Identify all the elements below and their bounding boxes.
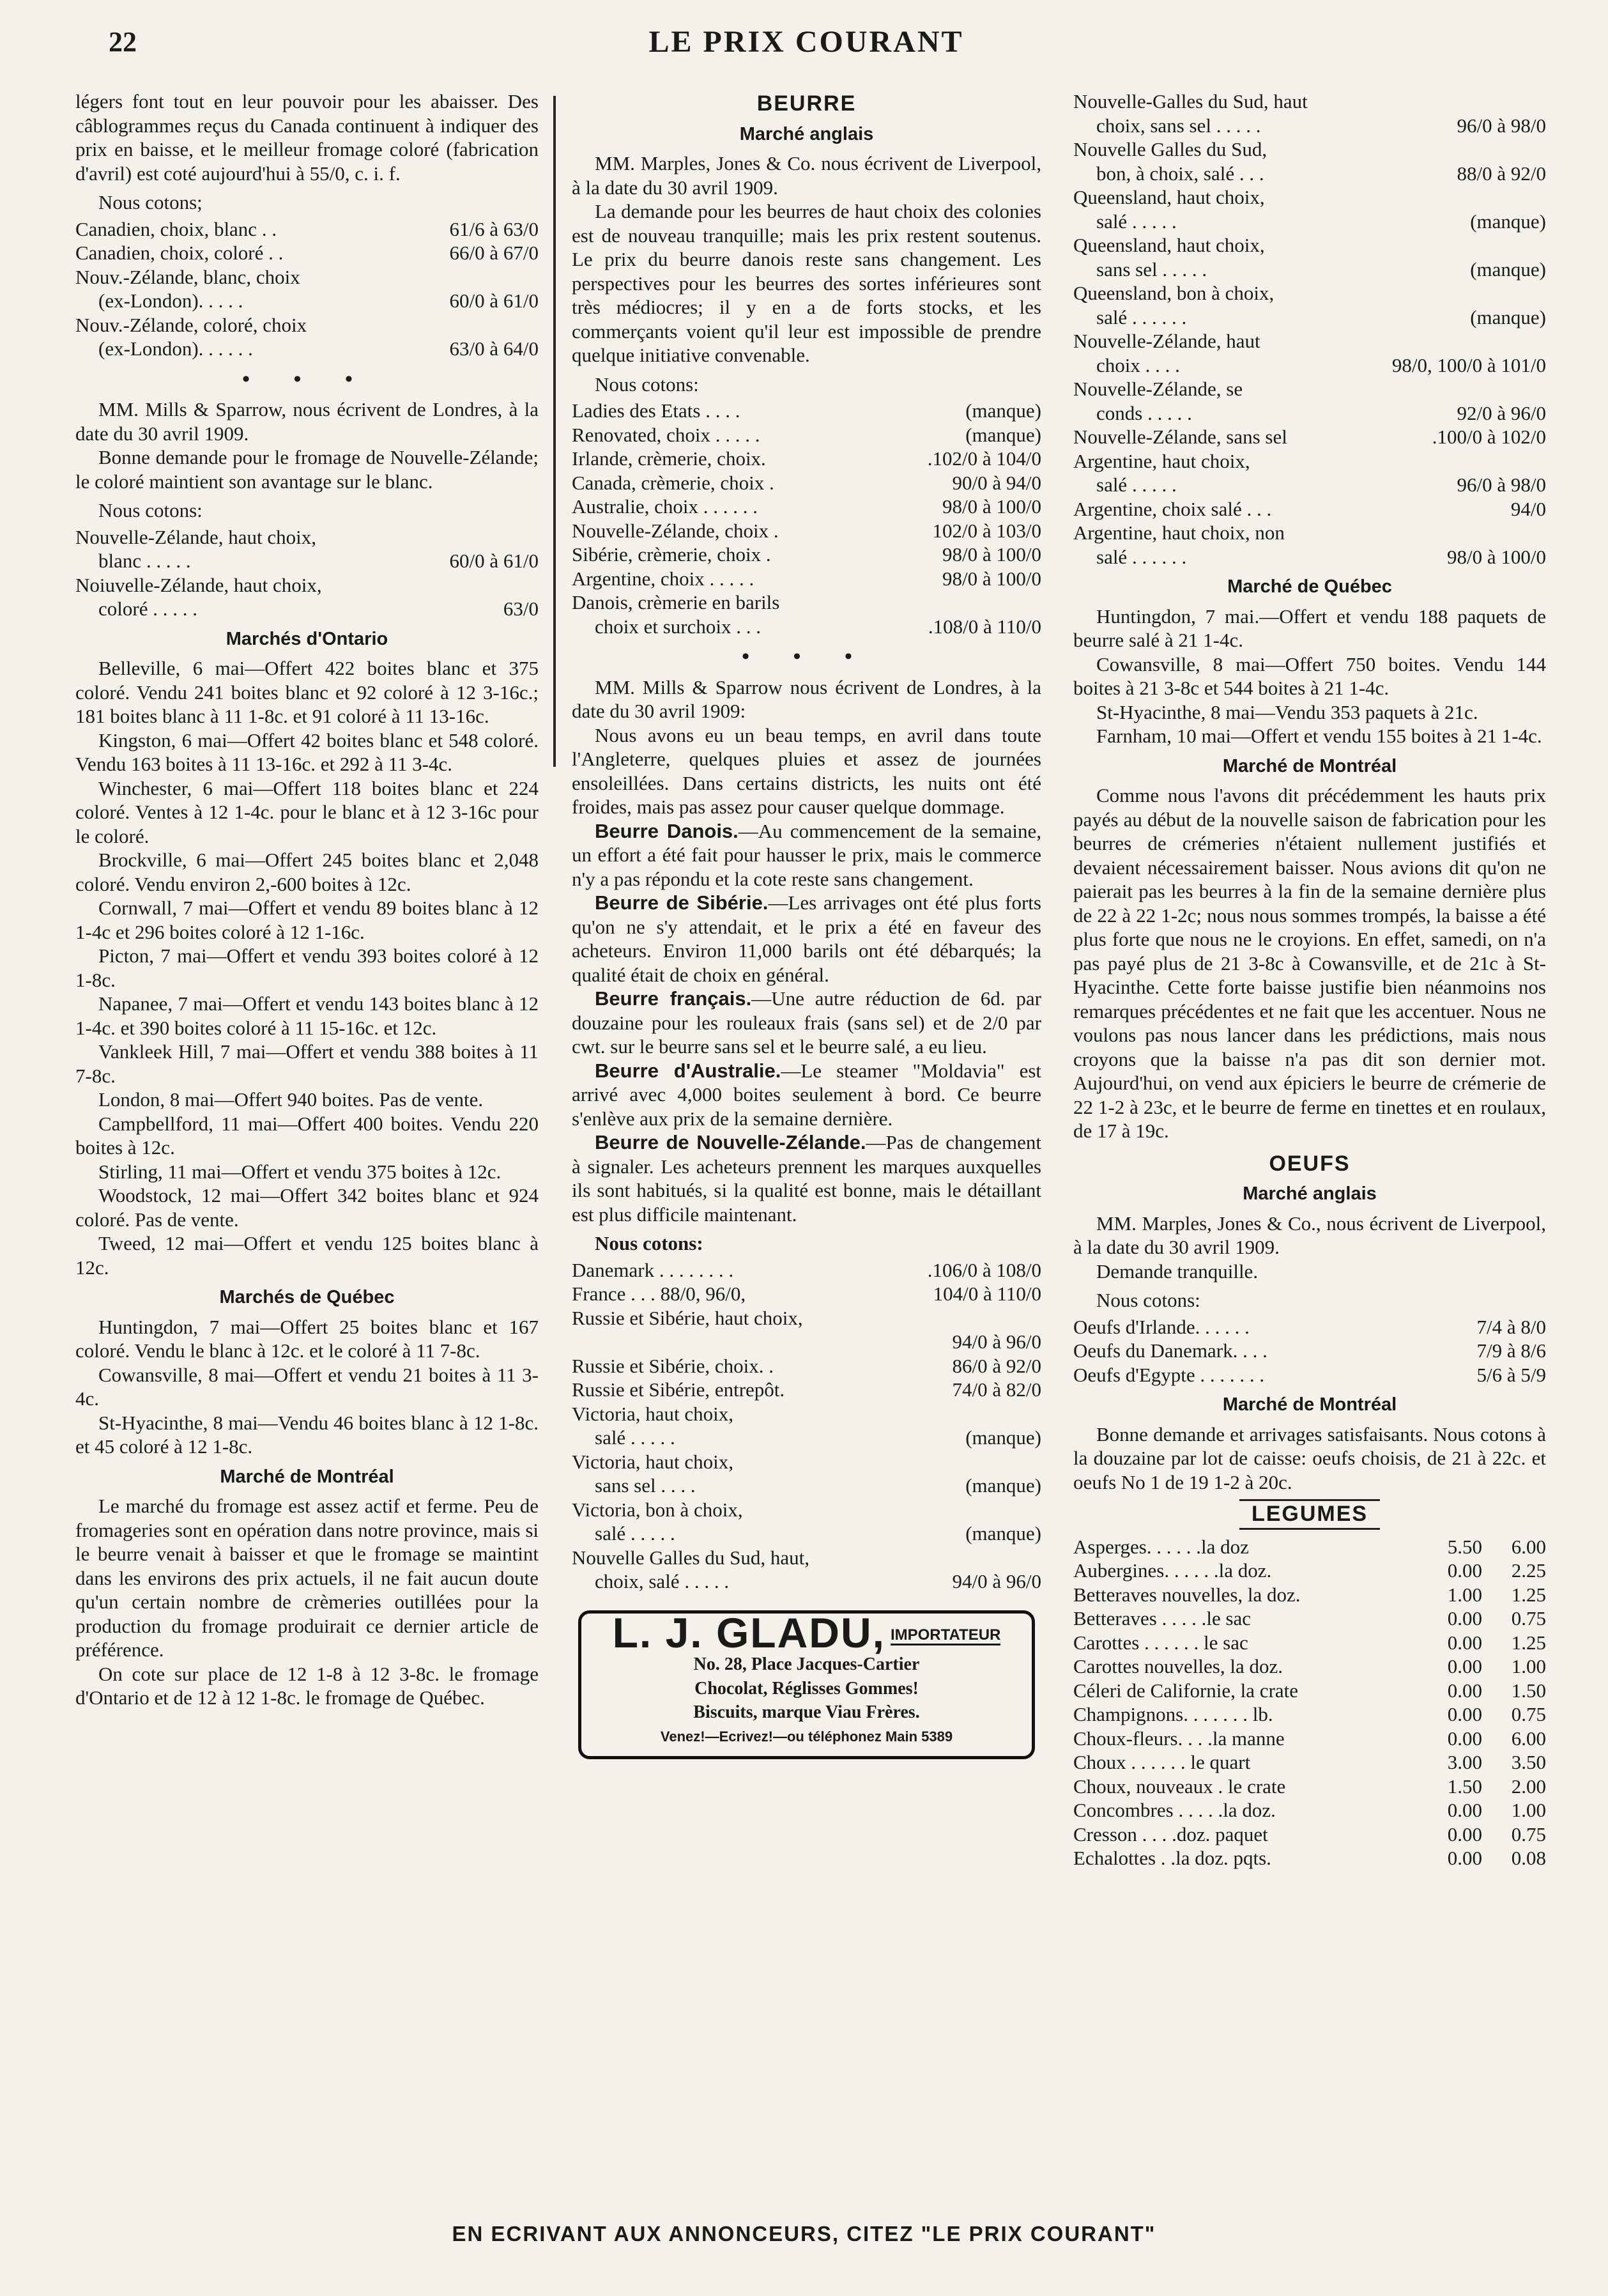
mills-intro: MM. Mills & Sparrow nous écrivent de Londres, à la date du 30 avril 1909: — [572, 675, 1041, 722]
market-report: Huntingdon, 7 mai—Offert 25 boites blanc et 167 coloré. Vendu le blanc à 12c. et le coloré à 11 7-8c. — [75, 1315, 539, 1362]
montreal-paragraph: Comme nous l'avons dit précédemment les hauts prix payés au début de la nouvelle saison de fabrication pour les beurres de crémeries n'étaient nullement justifiés et devaient nécessairement baisser. Nous avions dit qu'on ne paierait pas les beurres à la fin de la semaine dernière plus de 22 à 22 1-2c; nous nous sommes trompés, la baisse a été plus forte que nous ne le croyions. En effet, samedi, on n'a pas payé plus de 21 3-8c à Cowansville, et de 21c à St-Hyacinthe. Cette forte baisse justifie bien néanmoins nos remarques précédentes et ne fait que les accentuer. Nous ne voulons pas nous lancer dans les prédictions, mais nous croyons que la baisse n'a pas dit son dernier mot. Aujourd'hui, on vend aux épiciers le beurre de crémerie de 22 1-2 à 23c, et le beurre de ferme en tinettes et en roulaux, de 17 à 19c. — [1073, 784, 1546, 1142]
price-row: Queensland, haut choix, — [1073, 186, 1265, 208]
legume-row: Choux . . . . . . le quart 3.00 3.50 — [1073, 1751, 1546, 1773]
column-beurre-suite — [1073, 89, 1546, 1870]
price-row: Noiuvelle-Zélande, haut choix, — [75, 573, 322, 596]
market-report: Huntingdon, 7 mai.—Offert et vendu 188 paquets de beurre salé à 21 1-4c. — [1073, 605, 1546, 651]
legume-row: Carottes nouvelles, la doz. 0.00 1.00 — [1073, 1655, 1546, 1677]
legumes-heading-box — [1239, 1499, 1380, 1530]
price-list — [1073, 1315, 1546, 1387]
beurre-danois-paragraph: Beurre Danois.—Au commencement de la semaine, un effort a été fait pour hausser le prix, mais le commerce n'y a pas répondu et la cote reste sans changement. — [572, 819, 1041, 890]
column-separator-left — [553, 96, 556, 767]
market-report: Woodstock, 12 mai—Offert 342 boites blanc et 924 coloré. Pas de vente. — [75, 1184, 539, 1231]
price-row: salé . . . . . . 98/0 à 100/0 — [1096, 545, 1546, 568]
price-row: choix, salé . . . . . 94/0 à 96/0 — [595, 1570, 1041, 1592]
price-row: Queensland, bon à choix, — [1073, 282, 1275, 304]
marples-intro: MM. Marples, Jones & Co. nous écrivent de Liverpool, à la date du 30 avril 1909. — [572, 152, 1041, 199]
price-row: Nouvelle Galles du Sud, — [1073, 138, 1267, 160]
price-row: Oeufs du Danemark. . . . 7/9 à 8/6 — [1073, 1339, 1546, 1362]
ad-products: Biscuits, marque Viau Frères. — [693, 1702, 920, 1722]
price-row: bon, à choix, salé . . . 88/0 à 92/0 — [1096, 162, 1546, 185]
price-row: Nouvelle-Zélande, sans sel .100/0 à 102/0 — [1073, 426, 1546, 448]
subheading-montreal: Marché de Montréal — [1222, 1394, 1397, 1415]
price-row: Nouvelle Galles du Sud, haut, — [572, 1546, 809, 1569]
price-row: Canadien, choix, blanc . . 61/6 à 63/0 — [75, 217, 539, 240]
cotons-label: Nous cotons: — [595, 373, 699, 396]
legume-row: Champignons. . . . . . . lb. 0.00 0.75 — [1073, 1703, 1546, 1725]
price-row: salé . . . . . 96/0 à 98/0 — [1096, 474, 1546, 496]
price-row: Russie et Sibérie, haut choix, — [572, 1306, 803, 1329]
legume-row: Cresson . . . .doz. paquet 0.00 0.75 — [1073, 1822, 1546, 1845]
ad-importer-label: IMPORTATEUR — [891, 1626, 1000, 1645]
price-row: Nouvelle-Zélande, se — [1073, 378, 1243, 400]
subheading-montreal: Marché de Montréal — [1222, 755, 1397, 776]
market-report: Stirling, 11 mai—Offert et vendu 375 boites à 12c. — [98, 1160, 502, 1183]
beurre-siberie-paragraph: Beurre de Sibérie.—Les arrivages ont été plus forts qu'on ne s'y attendait, et le prix a été en faveur des acheteurs. Environ 11,000 barils ont été débarqués; la qualité était de choix en général. — [572, 891, 1041, 986]
price-row: Renovated, choix . . . . . (manque) — [572, 423, 1041, 446]
price-row: Canada, crèmerie, choix . 90/0 à 94/0 — [572, 471, 1041, 494]
price-row: France . . . 88/0, 96/0, 104/0 à 110/0 — [572, 1283, 1041, 1305]
market-report: Winchester, 6 mai—Offert 118 boites blanc et 224 coloré. Ventes à 12 1-4c. pour le blanc et à 12 3-16c pour le coloré. — [75, 776, 539, 847]
price-row: 94/0 à 96/0 — [952, 1330, 1041, 1353]
marples-text: La demande pour les beurres de haut choix des colonies est de nouveau tranquille; mais les prix restent soutenus. Le prix du beurre danois reste sans changement. Les perspectives pour les beurres des sortes inférieures sont très médiocres; il y en a de forts stocks, et les commerçants voient qu'il leur est impossible de prendre quelque initiative convenable. — [572, 200, 1041, 366]
page-footer: EN ECRIVANT AUX ANNONCEURS, CITEZ "LE PRIX COURANT" — [452, 2222, 1156, 2246]
price-row: Victoria, haut choix, — [572, 1450, 733, 1473]
ad-address: No. 28, Place Jacques-Cartier — [693, 1654, 920, 1674]
oeufs-demande: Demande tranquille. — [1096, 1260, 1259, 1283]
cotons-label: Nous cotons: — [98, 499, 203, 521]
price-row: Irlande, crèmerie, choix. .102/0 à 104/0 — [572, 447, 1041, 470]
price-row: Russie et Sibérie, entrepôt. 74/0 à 82/0 — [572, 1378, 1041, 1401]
mills-text: Nous avons eu un beau temps, en avril dans toute l'Angleterre, quelques pluies et assez de journées ensoleillées. Dans certains districts, les nuits ont été froides, mais pas assez pour causer quelque dommage. — [572, 723, 1041, 818]
price-row: choix, sans sel . . . . . 96/0 à 98/0 — [1096, 114, 1546, 137]
price-row: Nouvelle-Galles du Sud, haut — [1073, 90, 1308, 112]
price-row: Sibérie, crèmerie, choix . 98/0 à 100/0 — [572, 543, 1041, 566]
price-row: (ex-London). . . . . . 63/0 à 64/0 — [98, 337, 539, 360]
price-row: salé . . . . . (manque) — [595, 1522, 1041, 1545]
column-beurre — [572, 89, 1041, 1759]
price-row: Argentine, haut choix, — [1073, 449, 1250, 472]
market-report: Kingston, 6 mai—Offert 42 boites blanc et 548 coloré. Vendu 163 boites à 11 13-16c. et 292 à 11 3-4c. — [75, 728, 539, 775]
legume-row: Concombres . . . . .la doz. 0.00 1.00 — [1073, 1799, 1546, 1821]
advertisement-gladu — [578, 1610, 1035, 1760]
subheading-anglais: Marché anglais — [739, 123, 874, 144]
price-row: conds . . . . . 92/0 à 96/0 — [1096, 401, 1546, 424]
cotons-label: Nous cotons; — [98, 191, 203, 213]
page-number: 22 — [109, 26, 137, 58]
price-row: blanc . . . . . 60/0 à 61/0 — [98, 550, 539, 572]
legume-row: Echalottes . .la doz. pqts. 0.00 0.08 — [1073, 1847, 1546, 1869]
price-row: Nouv.-Zélande, coloré, choix — [75, 313, 307, 336]
price-row: Australie, choix . . . . . . 98/0 à 100/0 — [572, 495, 1041, 518]
price-row: Canadien, choix, coloré . . 66/0 à 67/0 — [75, 242, 539, 264]
market-report: Cornwall, 7 mai—Offert et vendu 89 boites blanc à 12 1-4c et 296 boites coloré à 12 1-16c. — [75, 897, 539, 943]
subheading-quebec: Marché de Québec — [1227, 576, 1392, 597]
section-title-oeufs: OEUFS — [1269, 1151, 1351, 1176]
beurre-australie-paragraph: Beurre d'Australie.—Le steamer "Moldavia" est arrivé avec 4,000 boites seulement à bord. Ce beurre s'enlève aux prix de la semaine dernière. — [572, 1059, 1042, 1130]
subheading-quebec: Marchés de Québec — [219, 1287, 395, 1307]
section-dots: • • • — [742, 645, 871, 668]
subheading-anglais: Marché anglais — [1243, 1183, 1377, 1204]
journal-title: LE PRIX COURANT — [648, 24, 964, 59]
beurre-francais-paragraph: Beurre français.—Une autre réduction de 6d. par douzaine pour les rouleaux frais (sans sel) et de 2/0 par cwt. sur le beurre sans sel et le beurre salé, a eu lieu. — [572, 987, 1041, 1058]
price-row: Victoria, bon à choix, — [572, 1498, 743, 1521]
market-report: Belleville, 6 mai—Offert 422 boites blanc et 375 coloré. Vendu 241 boites blanc et 92 coloré à 12 3-16c.; 181 boites blanc à 11 1-8c. et 91 coloré à 11 13-16c. — [75, 657, 539, 727]
market-report: Campbellford, 11 mai—Offert 400 boites. Vendu 220 boites à 12c. — [75, 1112, 539, 1159]
legume-row: Céleri de Californie, la crate 0.00 1.50 — [1073, 1679, 1546, 1702]
cotons-label: Nous cotons: — [1096, 1289, 1200, 1311]
price-list — [75, 217, 539, 361]
price-row: salé . . . . . (manque) — [1096, 210, 1546, 233]
price-row: Victoria, haut choix, — [572, 1402, 733, 1425]
legumes-price-list — [1073, 1535, 1546, 1870]
legume-row: Choux-fleurs. . . .la manne 0.00 6.00 — [1073, 1727, 1546, 1750]
subheading-montreal: Marché de Montréal — [220, 1466, 394, 1487]
price-row: Russie et Sibérie, choix. . 86/0 à 92/0 — [572, 1354, 1041, 1377]
oeufs-intro: MM. Marples, Jones & Co., nous écrivent de Liverpool, à la date du 30 avril 1909. — [1073, 1212, 1546, 1258]
price-row: Nouvelle-Zélande, haut — [1073, 330, 1260, 352]
price-row: salé . . . . . (manque) — [595, 1426, 1041, 1449]
market-report: Cowansville, 8 mai—Offert 750 boites. Vendu 144 boites à 21 3-8c et 544 boites à 21 1-4c. — [1073, 652, 1546, 699]
market-report: Brockville, 6 mai—Offert 245 boites blanc et 2,048 coloré. Vendu environ 2,-600 boites à 12c. — [75, 849, 539, 895]
ad-products: Chocolat, Réglisses Gommes! — [694, 1678, 919, 1699]
ad-company-name: L. J. GLADU, — [612, 1608, 885, 1656]
legume-row: Aubergines. . . . . .la doz. 0.00 2.25 — [1073, 1559, 1546, 1582]
legume-row: Asperges. . . . . .la doz 5.50 6.00 — [1073, 1535, 1546, 1558]
price-row: Argentine, choix salé . . . 94/0 — [1073, 497, 1546, 520]
section-title-beurre: BEURRE — [756, 91, 857, 116]
legume-row: Betteraves . . . . .le sac 0.00 0.75 — [1073, 1607, 1546, 1630]
market-report: St-Hyacinthe, 8 mai—Vendu 46 boites blanc à 12 1-8c. et 45 coloré à 12 1-8c. — [75, 1411, 539, 1458]
price-list — [75, 525, 539, 621]
ad-title — [592, 1608, 1022, 1656]
price-row: coloré . . . . . 63/0 — [98, 597, 539, 620]
beurre-nz-paragraph: Beurre de Nouvelle-Zélande.—Pas de changement à signaler. Les acheteurs prennent les marques auxquelles ils sont habitués, si la qualité est bonne, mais le détaillant est plus difficile maintenant. — [572, 1131, 1041, 1226]
market-report: Tweed, 12 mai—Offert et vendu 125 boites blanc à 12c. — [75, 1232, 539, 1279]
ad-contact: Venez!—Ecrivez!—ou téléphonez Main 5389 — [660, 1728, 953, 1745]
market-report: Cowansville, 8 mai—Offert et vendu 21 boites à 11 3-4c. — [75, 1363, 539, 1410]
page-header — [109, 19, 1514, 64]
intro-paragraph: légers font tout en leur pouvoir pour les abaisser. Des câblogrammes reçus du Canada continuent à indiquer des prix en baisse, et le meilleur fromage coloré (fabrication d'avril) est coté aujourd'hui à 55/0, c. i. f. — [75, 90, 539, 185]
oeufs-montreal-paragraph: Bonne demande et arrivages satisfaisants. Nous cotons à la douzaine par lot de caisse: oeufs choisis, de 21 à 22c. et oeufs No 1 de 19 1-2 à 20c. — [1073, 1422, 1546, 1493]
legume-row: Carottes . . . . . . le sac 0.00 1.25 — [1073, 1631, 1546, 1654]
column-fromage — [75, 89, 539, 1710]
section-title-legumes: LEGUMES — [1251, 1502, 1368, 1526]
price-row: Argentine, haut choix, non — [1073, 521, 1285, 544]
price-row: Nouvelle-Zélande, haut choix, — [75, 525, 317, 548]
section-dots: • • • — [242, 367, 372, 391]
market-report: London, 8 mai—Offert 940 boites. Pas de vente. — [98, 1088, 484, 1111]
price-row: Nouv.-Zélande, blanc, choix — [75, 265, 300, 288]
price-row: (ex-London). . . . . 60/0 à 61/0 — [98, 289, 539, 312]
subheading-ontario: Marchés d'Ontario — [226, 628, 388, 649]
price-row: Ladies des Etats . . . . (manque) — [572, 399, 1041, 422]
mills-intro: MM. Mills & Sparrow, nous écrivent de Londres, à la date du 30 avril 1909. — [75, 398, 539, 445]
price-list — [572, 1258, 1041, 1594]
mills-text: Bonne demande pour le fromage de Nouvelle-Zélande; le coloré maintient son avantage sur le blanc. — [75, 446, 539, 493]
price-row: Argentine, choix . . . . . 98/0 à 100/0 — [572, 567, 1041, 590]
price-row: Queensland, haut choix, — [1073, 234, 1265, 256]
price-row: choix . . . . 98/0, 100/0 à 101/0 — [1096, 353, 1546, 376]
legume-row: Choux, nouveaux . le crate 1.50 2.00 — [1073, 1775, 1546, 1798]
price-row: Nouvelle-Zélande, choix . 102/0 à 103/0 — [572, 519, 1041, 542]
price-row: Oeufs d'Egypte . . . . . . . 5/6 à 5/9 — [1073, 1363, 1546, 1386]
montreal-paragraph: On cote sur place de 12 1-8 à 12 3-8c. le fromage d'Ontario et de 12 à 12 1-8c. le fromage de Québec. — [75, 1662, 539, 1709]
price-list — [1073, 89, 1546, 569]
price-list — [572, 399, 1041, 638]
market-report: Farnham, 10 mai—Offert et vendu 155 boites à 21 1-4c. — [1096, 725, 1542, 747]
price-row: Oeufs d'Irlande. . . . . . 7/4 à 8/0 — [1073, 1315, 1546, 1338]
price-row: sans sel . . . . (manque) — [595, 1474, 1041, 1497]
market-report: Picton, 7 mai—Offert et vendu 393 boites coloré à 12 1-8c. — [75, 944, 539, 991]
cotons-label: Nous cotons: — [595, 1232, 703, 1254]
market-report: Napanee, 7 mai—Offert et vendu 143 boites blanc à 12 1-4c. et 390 boites coloré à 11 15-16c. et 12c. — [75, 992, 539, 1039]
market-report: Vankleek Hill, 7 mai—Offert et vendu 388 boites à 11 7-8c. — [75, 1040, 539, 1087]
legume-row: Betteraves nouvelles, la doz. 1.00 1.25 — [1073, 1583, 1546, 1606]
price-row: Danemark . . . . . . . . .106/0 à 108/0 — [572, 1258, 1041, 1281]
montreal-paragraph: Le marché du fromage est assez actif et ferme. Peu de fromageries sont en opération dans notre province, mais si le beurre venait à baisser et que le fromage se maintint dans les environs des prix actuels, il ne fait aucun doute qu'un certain nombre de crèmeries outillées pour la production du fromage produirait ce dernier article de préférence. — [75, 1495, 539, 1661]
price-row: Danois, crèmerie en barils — [572, 591, 780, 613]
market-report: St-Hyacinthe, 8 mai—Vendu 353 paquets à 21c. — [1096, 700, 1478, 723]
price-row: choix et surchoix . . . .108/0 à 110/0 — [595, 615, 1041, 638]
price-row: salé . . . . . . (manque) — [1096, 305, 1546, 328]
price-row: sans sel . . . . . (manque) — [1096, 258, 1546, 281]
